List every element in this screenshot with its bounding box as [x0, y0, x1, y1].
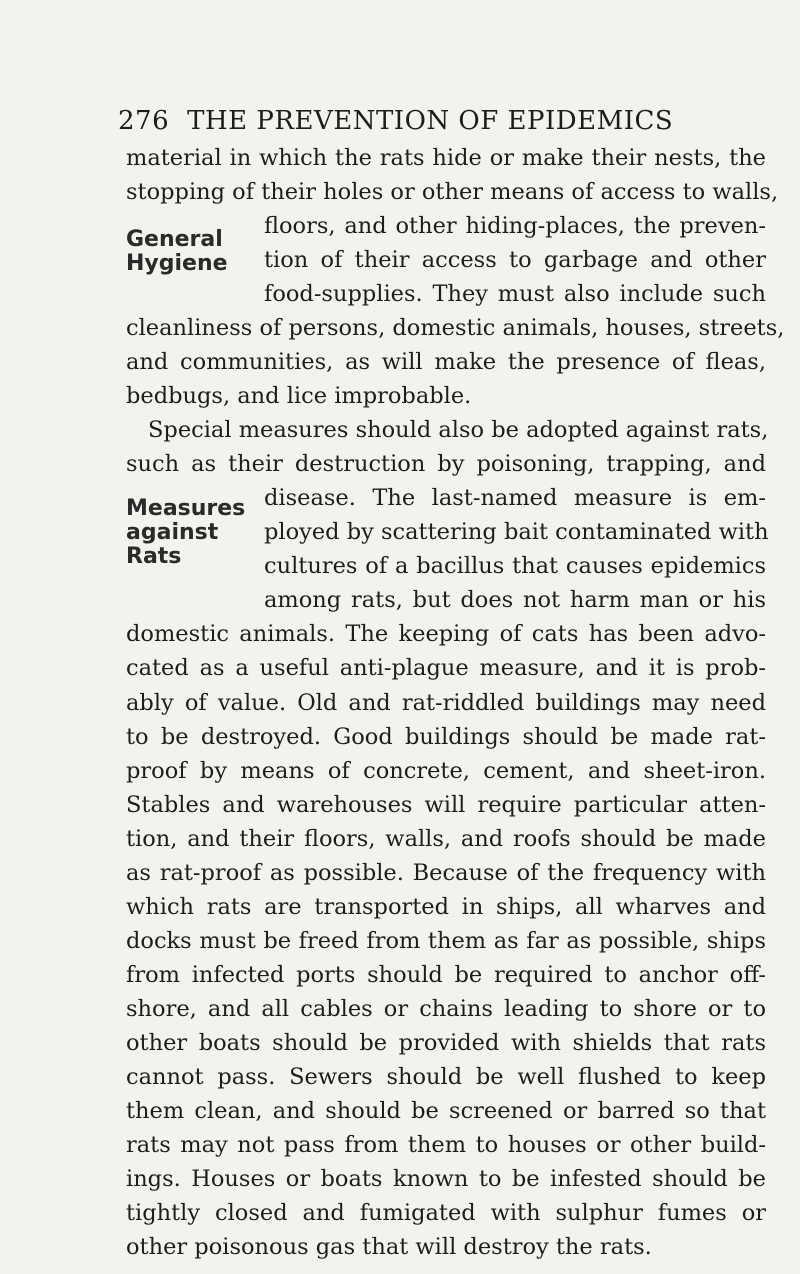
text-line: stopping of their holes or other means of access to walls, — [126, 179, 779, 205]
sidenote-general-hygiene — [126, 228, 228, 276]
text-line: cated as a useful anti-plague measure, and it is prob- — [126, 655, 766, 681]
text-line: ably of value. Old and rat-riddled buildings may need — [126, 690, 766, 716]
text-line: shore, and all cables or chains leading to shore or to — [126, 996, 766, 1022]
sidenote-line: Measures — [126, 496, 246, 521]
text-line: tion of their access to garbage and other — [264, 247, 766, 273]
text-line: which rats are transported in ships, all wharves and — [126, 894, 766, 920]
text-line: to be destroyed. Good buildings should be made rat- — [126, 724, 766, 750]
text-line: tion, and their floors, walls, and roofs should be made — [126, 826, 766, 852]
text-line: ployed by scattering bait contaminated with — [264, 519, 769, 545]
running-title: THE PREVENTION OF EPIDEMICS — [187, 106, 674, 136]
text-line: material in which the rats hide or make their nests, the — [126, 145, 766, 171]
page-number: 276 — [118, 106, 170, 136]
sidenote-line: Rats — [126, 544, 182, 569]
text-line: domestic animals. The keeping of cats has been advo- — [126, 621, 766, 647]
text-line: from infected ports should be required to anchor off- — [126, 962, 766, 988]
sidenote-measures-against-rats — [126, 497, 245, 569]
text-line: cannot pass. Sewers should be well flushed to keep — [126, 1064, 766, 1090]
text-line: rats may not pass from them to houses or other build- — [126, 1132, 766, 1158]
text-line: bedbugs, and lice improbable. — [126, 383, 472, 409]
text-line: floors, and other hiding-places, the preven- — [264, 213, 766, 239]
text-line: tightly closed and fumigated with sulphur fumes or — [126, 1200, 766, 1226]
running-header — [118, 106, 673, 136]
text-line: them clean, and should be screened or barred so that — [126, 1098, 766, 1124]
text-line: and communities, as will make the presence of fleas, — [126, 349, 766, 375]
sidenote-line: Hygiene — [126, 251, 228, 276]
text-line: docks must be freed from them as far as possible, ships — [126, 928, 766, 954]
text-line: such as their destruction by poisoning, trapping, and — [126, 451, 766, 477]
text-line: Stables and warehouses will require particular atten- — [126, 792, 766, 818]
text-line: ings. Houses or boats known to be infested should be — [126, 1166, 766, 1192]
text-line: cultures of a bacillus that causes epidemics — [264, 553, 766, 579]
text-line: food-supplies. They must also include such — [264, 281, 766, 307]
sidenote-line: General — [126, 227, 223, 252]
text-line: other poisonous gas that will destroy the rats. — [126, 1234, 652, 1260]
text-line: cleanliness of persons, domestic animals, houses, streets, — [126, 315, 785, 341]
text-line: as rat-proof as possible. Because of the frequency with — [126, 860, 766, 886]
text-line: among rats, but does not harm man or his — [264, 587, 766, 613]
text-line: other boats should be provided with shields that rats — [126, 1030, 766, 1056]
text-line: proof by means of concrete, cement, and sheet-iron. — [126, 758, 766, 784]
sidenote-line: against — [126, 520, 219, 545]
text-line: Special measures should also be adopted against rats, — [148, 417, 769, 443]
text-line: disease. The last-named measure is em- — [264, 485, 766, 511]
